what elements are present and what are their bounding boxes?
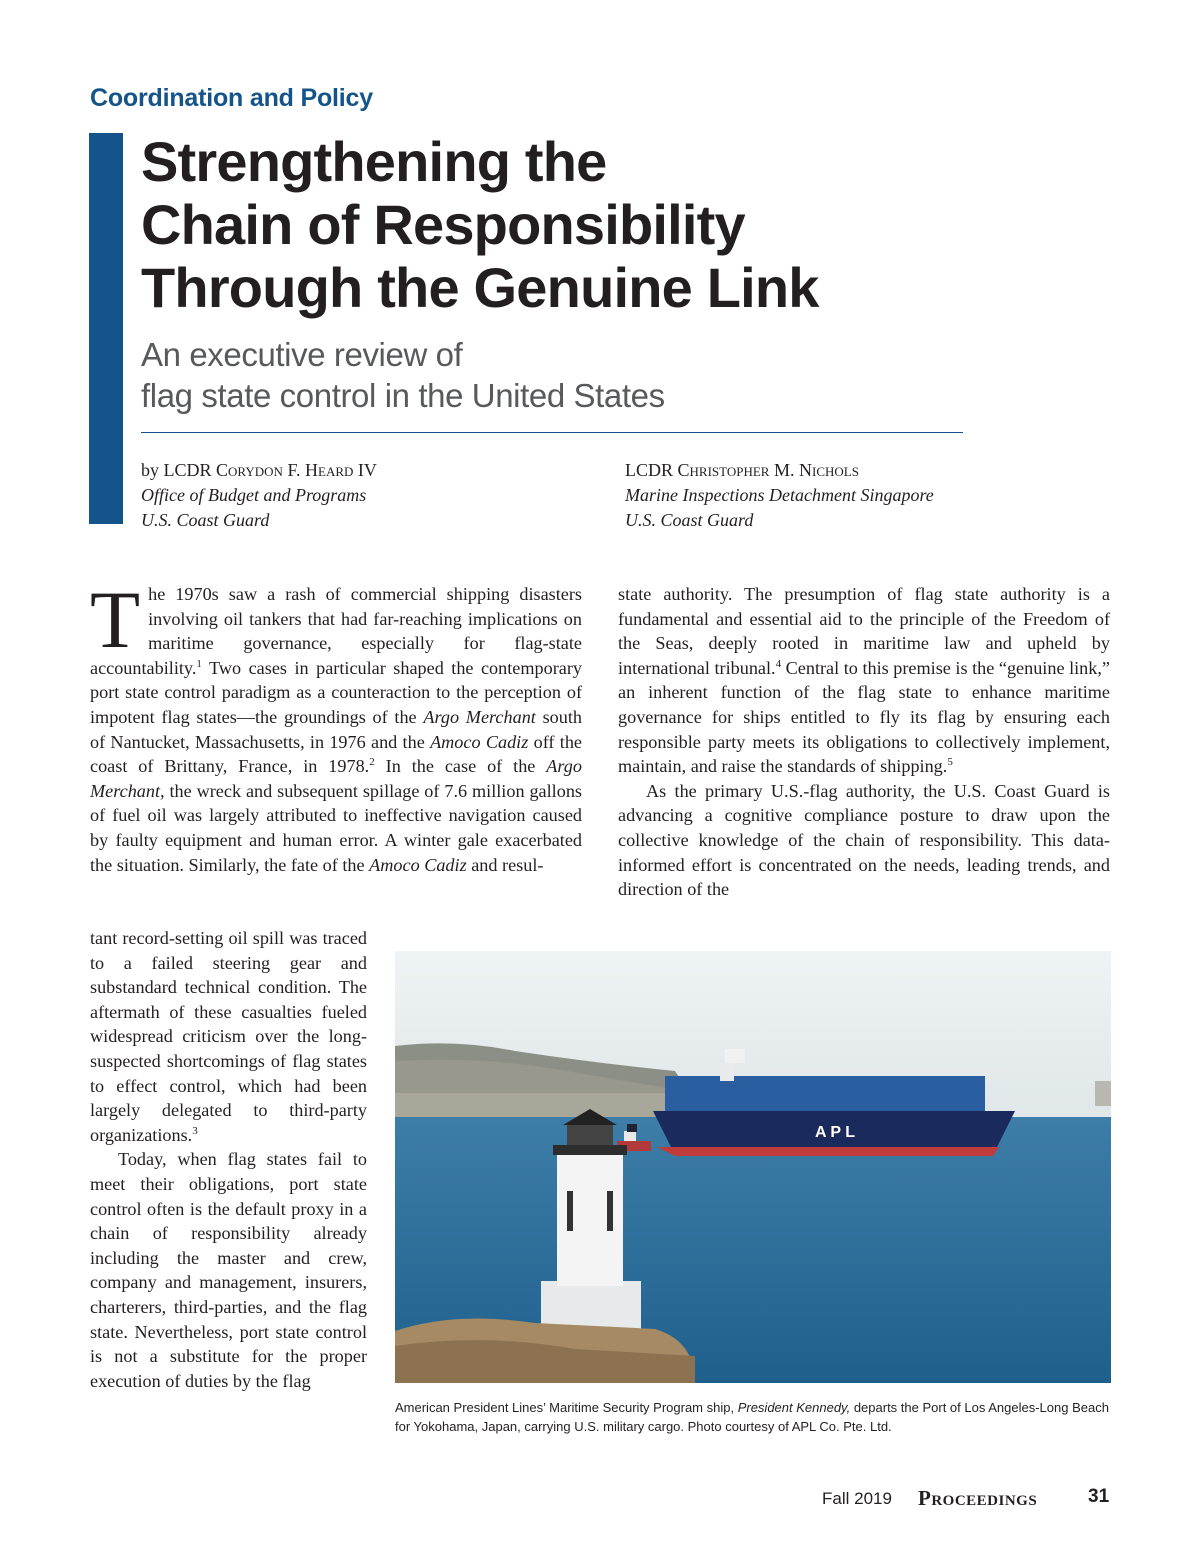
article-title [141,130,819,319]
author-name: by LCDR Corydon F. Heard IV [141,460,377,480]
article-subtitle [141,334,665,416]
author-office: Marine Inspections Detachment Singapore [625,485,934,505]
footnote-ref: 1 [196,657,202,670]
author-name: LCDR Christopher M. Nichols [625,460,859,480]
section-kicker: Coordination and Policy [90,84,373,112]
title-line: Chain of Responsibility [141,193,745,256]
body-paragraph: tant record-setting oil spill was traced to a failed steering gear and substandard technical condition. The aftermath of these casualties fueled widespread criticism over the long-suspected shortcomings of flag states to effect control, which had been largely delegated to third-party organizations.$^3$ [90,928,367,1145]
author-byline [625,458,934,533]
footer-issue: Fall 2019 [822,1489,892,1508]
article-photo [395,951,1111,1383]
subtitle-line: flag state control in the United States [141,377,665,414]
footnote-ref: 3 [192,1124,198,1137]
body-paragraph: Today, when flag states fail to meet their obligations, port state control often is the default proxy in a chain of responsibility already including the master and crew, company and management, insurers, charterers, third-parties, and the flag state. Nevertheless, port state control is not a substitute for the proper execution of duties by the flag [90,1149,367,1391]
page-number: 31 [1088,1486,1110,1507]
author-byline [141,458,377,533]
title-divider [141,432,963,433]
drop-cap: T [90,574,141,665]
photo-caption: American President Lines’ Maritime Security Program ship, President Kennedy, departs the Port of Los Angeles-Long Beach for Yokohama, Japan, carrying U.S. military cargo. Photo courtesy of APL Co. Pte. Ltd. [395,1400,1109,1434]
title-accent-bar [89,133,123,524]
author-office: Office of Budget and Programs [141,485,367,505]
title-line: Through the Genuine Link [141,256,819,319]
title-line: Strengthening the [141,130,607,193]
body-column-left-bottom [90,926,367,1393]
body-paragraph: The 1970s saw a rash of commercial shipping disasters involving oil tankers that had far-reaching implications on maritime governance, especially for flag-state accountability.$^1$ Two cases in particular shaped the contemporary port state control paradigm as a counteraction to the perception of impotent flag states—the groundings of the Argo Merchant south of Nantucket, Massachusetts, in 1976 and the Amoco Cadiz off the coast of Brittany, France, in 1978.$^2$ In the case of the Argo Merchant, the wreck and subsequent spillage of 7.6 million gallons of fuel oil was largely attributed to ineffective navigation caused by faulty equipment and human error. A winter gale exacerbated the situation. Similarly, the fate of the Amoco Cadiz and resul- [90,574,582,875]
body-paragraph: As the primary U.S.-flag authority, the U.S. Coast Guard is advancing a cognitive compliance posture to draw upon the collective knowledge of the chain of responsibility. This data-informed effort is concentrated on the needs, leading trends, and direction of the [618,780,1110,900]
body-column-left-top [90,574,582,877]
subtitle-line: An executive review of [141,336,463,373]
svg-text:A P L: A P L [814,1124,856,1141]
author-org: U.S. Coast Guard [625,510,754,530]
body-paragraph: state authority. The presumption of flag state authority is a fundamental and essential aid to the principle of the Freedom of the Seas, deeply rooted in maritime law and upheld by international tribunal.$^4$ Central to this premise is the “genuine link,” an inherent function of the flag state to enhance maritime governance for ships entitled to fly its flag by ensuring each responsible party meets its obligations to collectively implement, maintain, and raise the standards of shipping.$^5$ [618,584,1110,777]
footnote-ref: 5 [947,756,953,769]
footnote-ref: 4 [775,657,782,670]
footnote-ref: 2 [369,756,375,769]
body-column-right [618,582,1110,902]
author-org: U.S. Coast Guard [141,510,270,530]
footer-magazine: Proceedings [918,1486,1038,1510]
